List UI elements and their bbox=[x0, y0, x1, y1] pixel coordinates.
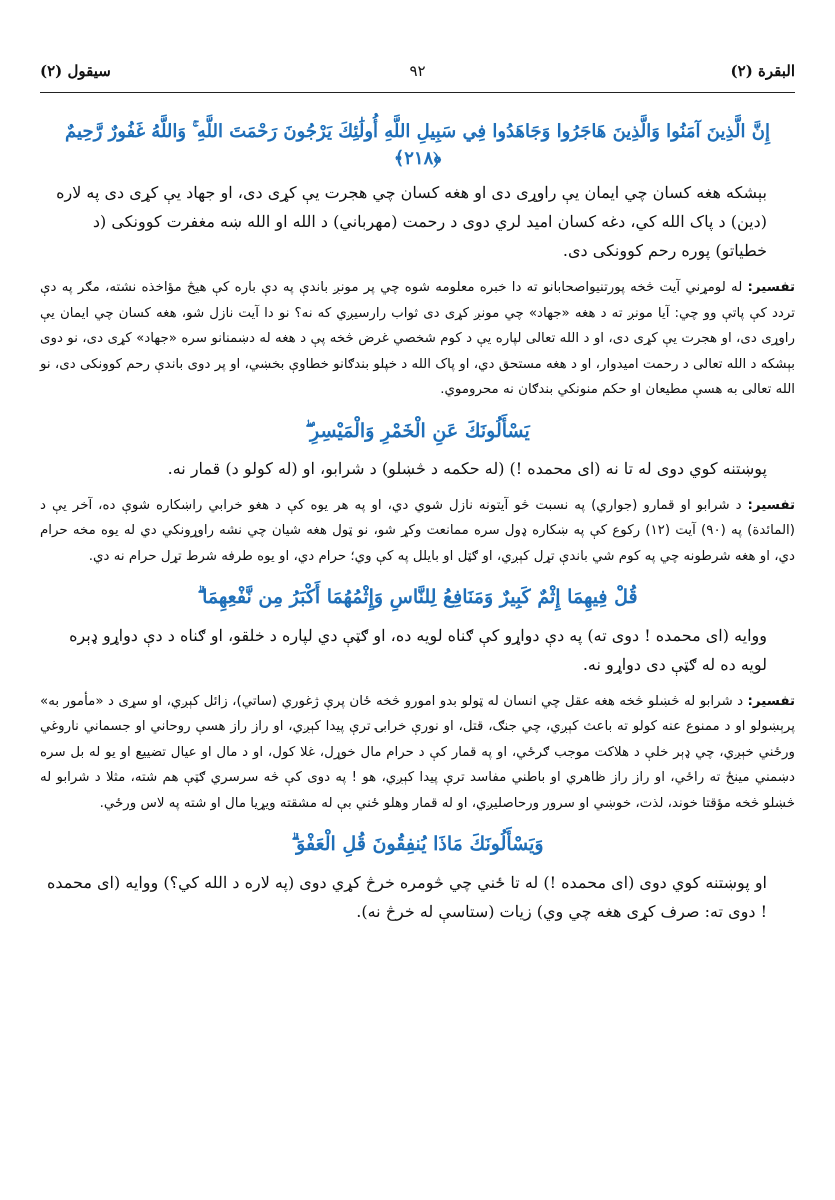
juz-name: سيقول (٢) bbox=[40, 62, 111, 80]
surah-name: البقرة (٢) bbox=[730, 62, 795, 80]
quran-verse: قُلْ فِيهِمَا إِثْمٌ كَبِيرٌ وَمَنَافِعُ لِلنَّاسِ وَإِثْمُهُمَا أَكْبَرُ مِن نَّفْعِهِمَا ۗ bbox=[197, 586, 638, 609]
tafsir-text: د شرابو او قمارو (جواري) په نسبت څو آیتونه نازل شوي دي، او په هر یوه کې د هغو خرابي راښکاره شوې ده، آخر یې د (المائدة) په (٩٠) آیت (١٢) رکوع کې په ښکاره ډول سره ممانعت وکړ شو، نو ټول هغه شیان چي نشه راوړونکي دي له یوه مخه حرام دي، او هغه شرطونه چي په کوم شي باندې تړل کېږي، او ګټل او بایلل په کې وي؛ حرام دي، او یوه طرفه شرط تړل حرام نه دي. bbox=[40, 497, 795, 564]
quran-verse: وَيَسْأَلُونَكَ مَاذَا يُنفِقُونَ قُلِ الْعَفْوَ ۗ bbox=[291, 833, 544, 856]
verse-translation: بېشکه هغه کسان چي ایمان يې راوړی دی او هغه کسان چي هجرت يې کړی دی، او جهاد يې کړی دی په لاره (دین) د پاک الله کي، دغه کسان امید لري دوی د رحمت (مهرباني) د الله او الله ښه مغفرت کوونکی (د خطیاتو) پوره رحم کوونکی دی. bbox=[56, 183, 767, 260]
tafsir-paragraph bbox=[40, 275, 795, 403]
page-content bbox=[40, 110, 795, 936]
quran-verse: إِنَّ الَّذِينَ آمَنُوا وَالَّذِينَ هَاجَرُوا وَجَاهَدُوا فِي سَبِيلِ اللَّهِ أُولَٰئِكَ يَرْجُونَ رَحْمَتَ اللَّهِ ۚ وَاللَّهُ غَفُورٌ رَّحِيمٌ ﴿٢١٨﴾ bbox=[65, 121, 770, 169]
tafsir-label: تفسیر: bbox=[747, 693, 795, 709]
verse-translation: ووایه (ای محمده ! دوی ته) په دې دواړو کې ګناه لویه ده، او ګټې دي لپاره د خلقو، او ګناه د دې دواړو ډېره لویه ده له ګټې دی دواړو نه. bbox=[69, 625, 767, 674]
tafsir-text: د شرابو له څښلو څخه هغه عقل چي انسان له ټولو بدو امورو څخه ځان پرې ژغوري (ساتي)، زائل کېږي، او سړی د «مأمور به» پرېښولو او د ممنوع عنه کولو ته باعث کېږي، چي جنګ، قتل، او نورې خرابۍ ترې پیدا کېږي، او راز راز هسې روحاني او جسماني ناروغي ورځني خېږي، چي ډېر خلې د هلاکت موجب ګرځي، او په قمار کې د حرام مال خوړل، غلا کول، او د مال او عیال تضییع او یو له بل سره دښمني مینځ ته راځي، او راز راز ظاهري او باطني مفاسد ترې پیدا کېږي، هو ! په دوی کې څه سرسري ګټې هم شته، مثلا د شرابو له څښلو څخه مؤقتا خوند، لذت، خوښي او سرور ورحاصلیږي، او له قمار وهلو ځني بې له مشقته ویړیا مال او شته په لاس ورځي. bbox=[40, 693, 795, 811]
tafsir-paragraph bbox=[40, 493, 795, 570]
quran-verse: يَسْأَلُونَكَ عَنِ الْخَمْرِ وَالْمَيْسِرِ ۖ bbox=[305, 419, 530, 442]
verse-translation: پوښتنه کوي دوی له تا نه (ای محمده !) (له حکمه د څښلو) د شرابو، او (له کولو د) قمار نه. bbox=[167, 458, 767, 478]
header-rule bbox=[40, 92, 795, 93]
tafsir-label: تفسیر: bbox=[747, 280, 795, 295]
tafsir-label: تفسیر: bbox=[747, 497, 795, 513]
tafsir-paragraph bbox=[40, 689, 795, 817]
verse-translation: او پوښتنه کوي دوی (ای محمده !) له تا ځني چي څومره خرڅ کړي دوی (په لاره د الله کي؟) ووایه (ای محمده ! دوی ته: صرف کړی هغه چي وي) زیات (ستاسې له خرڅ نه). bbox=[47, 872, 767, 921]
page-header bbox=[40, 62, 795, 88]
page-number: ٩٢ bbox=[409, 62, 426, 80]
tafsir-text: له لومړني آیت څخه پورتنیواصحابانو ته دا خبره معلومه شوه چي پر مونږ باندې په دې باره کې هیڅ مؤاخذه نشته، مګر په دې تردد کې پاتې وو چي: آیا مونږ ته د هغه «جهاد» چي مونږ کړی دی ثواب رارسیږي که نه؟ نو دا آیت نازل شو، هغه کسان چي ایمان یې راوړی دی، او هجرت يې کړی دی، او د الله تعالی لپاره يې د کوم شخصي غرض څخه پې د هغه له دښمنانو سره «جهاد» کړی دی، نو دوی بېشکه د الله تعالی د رحمت امیدوار، او د هغه مستحق دي، او پاک الله د خپلو بندګانو خطاوې بخښي، او پر دوی باندې رحم کوونکی دی، نو الله تعالی به هسې مطیعان او حکم منونکي بندګان نه محروموي. bbox=[40, 280, 795, 397]
